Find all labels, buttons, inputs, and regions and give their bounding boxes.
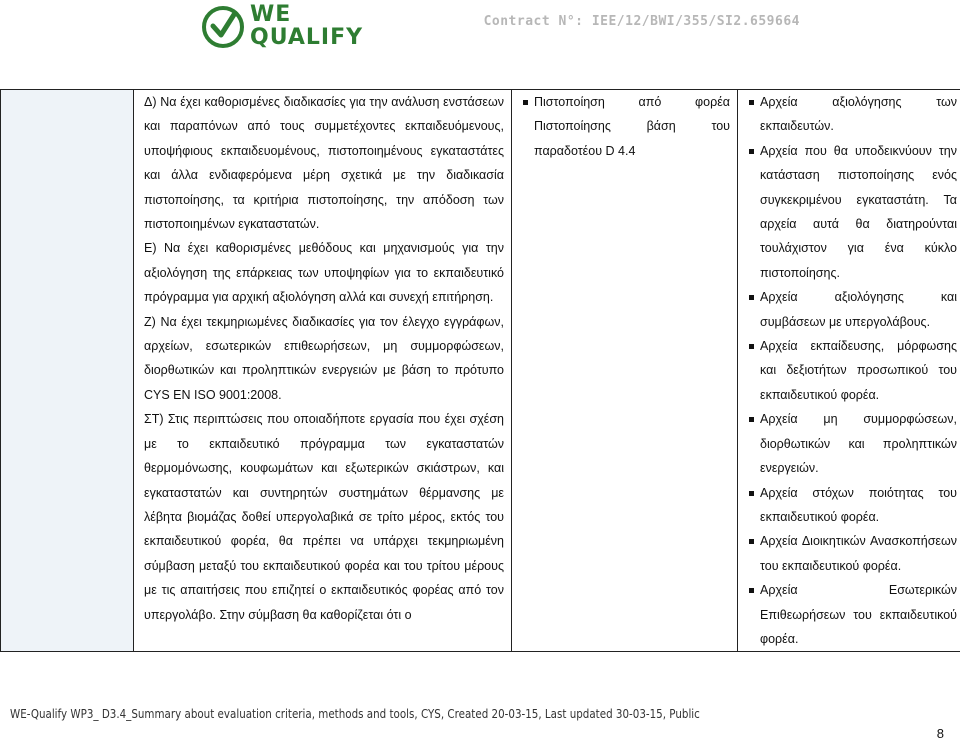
bullet-icon — [749, 149, 754, 154]
list-item — [746, 334, 957, 407]
list-item — [746, 407, 957, 480]
bullet-icon — [749, 100, 754, 105]
bullet-icon — [749, 417, 754, 422]
logo-text-qualify: QUALIFY — [250, 25, 363, 50]
contract-number: Contract N°: IEE/12/BWI/355/SI2.659664 — [484, 14, 800, 29]
list-item — [746, 481, 957, 530]
list-item-text: Αρχεία Διοικητικών Ανασκοπήσεων του εκπαιδευτικού φορέα. — [760, 534, 957, 572]
list-item-text: Αρχεία που θα υποδεικνύουν την κατάσταση πιστοποίησης ενός συγκεκριμένου εγκαταστάτη. Τα αρχεία αυτά θα διατηρούνται τουλάχιστον για ένα κύκλο πιστοποίησης. — [760, 144, 957, 280]
page-number: 8 — [937, 726, 944, 741]
list-item-text: Αρχεία μη συμμορφώσεων, διορθωτικών και προληπτικών ενεργειών. — [760, 412, 957, 475]
list-item — [520, 90, 730, 163]
requirements-cell — [134, 90, 512, 652]
row-label-cell — [1, 90, 134, 652]
list-item — [746, 529, 957, 578]
paragraph-st: ΣΤ) Στις περιπτώσεις που οποιαδήποτε εργασία που έχει σχέση με το εκπαιδευτικό πρόγραμμα των εγκαταστατών θερμομόνωσης, κουφωμάτων και εξωτερικών σκιάστρων, και εγκαταστατών και συντηρητών συστημάτων θέρμανσης με λέβητα βιομάζας δοθεί υπεργολαβικά σε τρίτο μέρος, εκτός του εκπαιδευτικού φορέα, θα πρέπει να υπάρχει τεκμηριωμένη σύμβαση μεταξύ του εκπαιδευτικού φορέα και του τρίτου μέρους με τις απαιτήσεις που επιζητεί ο εκπαιδευτικός φορέας από τον υπεργολάβο. Στην σύμβαση θα καθορίζεται ότι ο — [144, 407, 504, 627]
paragraph-e: Ε) Να έχει καθορισμένες μεθόδους και μηχανισμούς για την αξιολόγηση της επάρκειας των υποψηφίων για το εκπαιδευτικό πρόγραμμα για αρχική αξιολόγηση αλλά και συνεχή επιτήρηση. — [144, 236, 504, 309]
list-item — [746, 90, 957, 139]
records-cell — [738, 90, 960, 652]
logo-text-we: WE — [250, 2, 291, 27]
list-item — [746, 139, 957, 285]
requirements-table — [0, 89, 960, 652]
table-row — [1, 90, 960, 652]
page-footer: WE-Qualify WP3_ D3.4_Summary about evaluation criteria, methods and tools, CYS, Created 20-03-15, Last updated 30-03-15, Public — [10, 707, 700, 721]
paragraph-d: Δ) Να έχει καθορισμένες διαδικασίες για την ανάλυση ενστάσεων και παραπόνων από τους συμμετέχοντες εκπαιδευόμενους, υποψήφιους εκπαιδευομένους, πιστοποιημένους εγκαταστάτες και άλλα ενδιαφερόμενα μέρη σχετικά με την διαδικασία πιστοποίησης, τα κριτήρια πιστοποίησης, την απόδοση των πιστοποιημένων εγκαταστατών. — [144, 90, 504, 236]
bullet-icon — [749, 588, 754, 593]
list-item — [746, 578, 957, 651]
bullet-icon — [749, 491, 754, 496]
paragraph-z: Ζ) Να έχει τεκμηριωμένες διαδικασίες για τον έλεγχο εγγράφων, αρχείων, εσωτερικών επιθεωρήσεων, μη συμμορφώσεων, διορθωτικών και προληπτικών ενεργειών με βάση το πρότυπο CYS EN ISO 9001:2008. — [144, 310, 504, 408]
we-qualify-logo — [200, 2, 370, 54]
list-item — [746, 285, 957, 334]
list-item-text: Αρχεία Εσωτερικών Επιθεωρήσεων του εκπαιδευτικού φορέα. — [760, 583, 957, 646]
bullet-icon — [749, 344, 754, 349]
list-item-text: Αρχεία εκπαίδευσης, μόρφωσης και δεξιοτήτων προσωπικού του εκπαιδευτικού φορέα. — [760, 339, 957, 402]
list-item-text: Αρχεία στόχων ποιότητας του εκπαιδευτικού φορέα. — [760, 486, 957, 524]
certification-cell — [512, 90, 738, 652]
list-item-text: Αρχεία αξιολόγησης των εκπαιδευτών. — [760, 95, 957, 133]
bullet-icon — [523, 100, 528, 105]
list-item-text: Αρχεία αξιολόγησης και συμβάσεων με υπεργολάβους. — [760, 290, 957, 328]
checkmark-circle-icon — [200, 4, 246, 50]
page-header — [0, 0, 960, 60]
list-item-text: Πιστοποίηση από φορέα Πιστοποίησης βάση του παραδοτέου D 4.4 — [534, 95, 730, 158]
bullet-icon — [749, 295, 754, 300]
bullet-icon — [749, 539, 754, 544]
